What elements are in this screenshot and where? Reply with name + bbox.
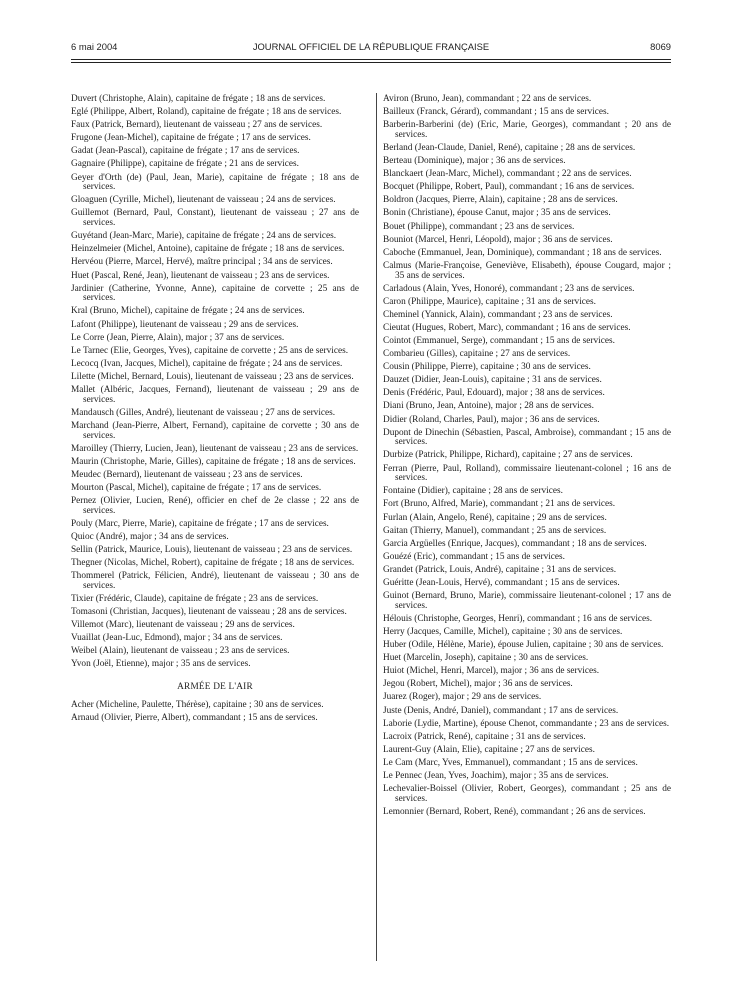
- list-item: Mandausch (Gilles, André), lieutenant de vaisseau ; 27 ans de services.: [71, 407, 336, 418]
- list-item: Juarez (Roger), major ; 29 ans de services.: [383, 692, 542, 703]
- list-item: Calmus (Marie-Françoise, Geneviève, Elisabeth), épouse Cougard, major ; 35 ans de services.: [383, 260, 671, 281]
- list-item: Pouly (Marc, Pierre, Marie), capitaine de frégate ; 17 ans de services.: [71, 518, 329, 529]
- left-column: [71, 95, 359, 727]
- list-item: Lilette (Michel, Bernard, Louis), lieutenant de vaisseau ; 23 ans de services.: [71, 371, 354, 382]
- header-title: JOURNAL OFFICIEL DE LA RÉPUBLIQUE FRANÇAISE: [252, 41, 490, 52]
- list-item: Cheminel (Yannick, Alain), commandant ; 23 ans de services.: [383, 309, 613, 320]
- list-item: Duvert (Christophe, Alain), capitaine de frégate ; 18 ans de services.: [71, 94, 326, 104]
- list-item: Fort (Bruno, Alfred, Marie), commandant ; 21 ans de services.: [383, 499, 616, 510]
- list-item: Herry (Jacques, Camille, Michel), capitaine ; 30 ans de services.: [383, 626, 623, 637]
- list-item: Hélouis (Christophe, Georges, Henri), commandant ; 16 ans de services.: [383, 613, 653, 624]
- list-item: Gagnaire (Philippe), capitaine de frégate ; 21 ans de services.: [71, 159, 299, 170]
- list-item: Tomasoni (Christian, Jacques), lieutenant de vaisseau ; 28 ans de services.: [71, 607, 347, 618]
- list-item: Mallet (Albéric, Jacques, Fernand), lieutenant de vaisseau ; 29 ans de services.: [71, 384, 359, 405]
- list-item: Marchand (Jean-Pierre, Albert, Fernand), capitaine de corvette ; 30 ans de services.: [71, 420, 359, 441]
- list-item: Mourton (Pascal, Michel), capitaine de frégate ; 17 ans de services.: [71, 482, 322, 493]
- list-item: Cousin (Philippe, Pierre), capitaine ; 30 ans de services.: [383, 362, 591, 373]
- header-rule: [71, 59, 671, 60]
- list-item: Didier (Roland, Charles, Paul), major ; 36 ans de services.: [383, 414, 600, 425]
- list-item: Lacroix (Patrick, René), capitaine ; 31 ans de services.: [383, 731, 586, 742]
- list-item: Lecocq (Ivan, Jacques, Michel), capitaine de frégate ; 24 ans de services.: [71, 358, 343, 369]
- list-item: Jegou (Robert, Michel), major ; 36 ans de services.: [383, 679, 573, 690]
- list-item: Caron (Philippe, Maurice), capitaine ; 31 ans de services.: [383, 296, 596, 307]
- list-item: Villemot (Marc), lieutenant de vaisseau ; 29 ans de services.: [71, 620, 295, 631]
- list-item: Gaitan (Thierry, Manuel), commandant ; 25 ans de services.: [383, 525, 607, 536]
- list-item: Le Pennec (Jean, Yves, Joachim), major ; 35 ans de services.: [383, 771, 609, 782]
- list-item: Juste (Denis, André, Daniel), commandant ; 17 ans de services.: [383, 705, 619, 716]
- list-item: Tixier (Frédéric, Claude), capitaine de frégate ; 23 ans de services.: [71, 594, 319, 605]
- air-force-list-continued: [383, 95, 671, 818]
- list-item: Guinot (Bernard, Bruno, Marie), commissaire lieutenant-colonel ; 17 ans de services.: [383, 591, 671, 611]
- list-item: Combarieu (Gilles), capitaine ; 27 ans de services.: [383, 349, 571, 360]
- header-date: 6 mai 2004: [71, 41, 118, 52]
- list-item: Meudec (Bernard), lieutenant de vaisseau ; 23 ans de services.: [71, 469, 303, 480]
- list-item: Maurin (Christophe, Marie, Gilles), capitaine de frégate ; 18 ans de services.: [71, 456, 356, 467]
- list-item: Bailleux (Franck, Gérard), commandant ; 15 ans de services.: [383, 107, 609, 118]
- list-item: Berteau (Dominique), major ; 36 ans de services.: [383, 156, 566, 167]
- list-item: Blanckaert (Jean-Marc, Michel), commandant ; 22 ans de services.: [383, 169, 632, 180]
- list-item: Thegner (Nicolas, Michel, Robert), capitaine de frégate ; 18 ans de services.: [71, 558, 355, 569]
- list-item: Huber (Odile, Hélène, Marie), épouse Julien, capitaine ; 30 ans de services.: [383, 640, 664, 651]
- list-item: Fontaine (Didier), capitaine ; 28 ans de services.: [383, 486, 563, 497]
- list-item: Huiot (Michel, Henri, Marcel), major ; 36 ans de services.: [383, 666, 600, 677]
- list-item: Guéritte (Jean-Louis, Hervé), commandant ; 15 ans de services.: [383, 578, 620, 588]
- list-item: Jardinier (Catherine, Yvonne, Anne), capitaine de corvette ; 25 ans de services.: [71, 283, 359, 304]
- list-item: Sellin (Patrick, Maurice, Louis), lieutenant de vaisseau ; 23 ans de services.: [71, 545, 353, 556]
- page-number: 8069: [650, 41, 671, 52]
- air-force-list: [71, 701, 359, 724]
- list-item: Yvon (Joël, Etienne), major ; 35 ans de services.: [71, 659, 251, 670]
- list-item: Acher (Micheline, Paulette, Thérèse), capitaine ; 30 ans de services.: [71, 699, 324, 710]
- list-item: Lemonnier (Bernard, Robert, René), commandant ; 26 ans de services.: [383, 806, 646, 817]
- section-title: ARMÉE DE L'AIR: [177, 682, 253, 693]
- list-item: Le Corre (Jean, Pierre, Alain), major ; 37 ans de services.: [71, 332, 285, 343]
- list-item: Aviron (Bruno, Jean), commandant ; 22 ans de services.: [383, 94, 592, 104]
- list-item: Bonin (Christiane), épouse Canut, major ; 35 ans de services.: [383, 208, 611, 219]
- list-item: Bouet (Philippe), commandant ; 23 ans de services.: [383, 221, 575, 232]
- list-item: Quioc (André), major ; 34 ans de services.: [71, 531, 229, 542]
- right-column: [383, 95, 671, 821]
- list-item: Heinzelmeier (Michel, Antoine), capitaine de frégate ; 18 ans de services.: [71, 244, 345, 255]
- list-item: Laurent-Guy (Alain, Elie), capitaine ; 27 ans de services.: [383, 744, 595, 755]
- list-item: Maroilley (Thierry, Lucien, Jean), lieutenant de vaisseau ; 23 ans de services.: [71, 443, 359, 454]
- list-item: Kral (Bruno, Michel), capitaine de frégate ; 24 ans de services.: [71, 306, 305, 317]
- list-item: Ferran (Pierre, Paul, Rolland), commissaire lieutenant-colonel ; 16 ans de services.: [383, 463, 671, 484]
- list-item: Geyer d'Orth (de) (Paul, Jean, Marie), capitaine de frégate ; 18 ans de services.: [71, 172, 359, 193]
- list-item: Cointot (Emmanuel, Serge), commandant ; 15 ans de services.: [383, 336, 615, 346]
- list-item: Faux (Patrick, Bernard), lieutenant de vaisseau ; 27 ans de services.: [71, 120, 323, 131]
- list-item: Laborie (Lydie, Martine), épouse Chenot, commandante ; 23 ans de services.: [383, 718, 670, 729]
- list-item: Eglé (Philippe, Albert, Roland), capitaine de frégate ; 18 ans de services.: [71, 107, 342, 118]
- list-item: Le Tarnec (Elie, Georges, Yves), capitaine de corvette ; 25 ans de services.: [71, 345, 349, 356]
- list-item: Vuaillat (Jean-Luc, Edmond), major ; 34 ans de services.: [71, 633, 283, 644]
- column-divider: [376, 93, 377, 961]
- list-item: Dupont de Dinechin (Sébastien, Pascal, Ambroise), commandant ; 15 ans de services.: [383, 427, 671, 448]
- list-item: Diani (Bruno, Jean, Antoine), major ; 28 ans de services.: [383, 401, 594, 412]
- navy-list: [71, 95, 359, 670]
- list-item: Lafont (Philippe), lieutenant de vaisseau ; 29 ans de services.: [71, 319, 299, 330]
- list-item: Lechevalier-Boissel (Olivier, Robert, Georges), commandant ; 25 ans de services.: [383, 784, 671, 804]
- list-item: Thommerel (Patrick, Félicien, André), lieutenant de vaisseau ; 30 ans de services.: [71, 571, 359, 591]
- list-item: Le Cam (Marc, Yves, Emmanuel), commandant ; 15 ans de services.: [383, 757, 638, 768]
- list-item: Furlan (Alain, Angelo, René), capitaine ; 29 ans de services.: [383, 512, 607, 523]
- page-header: [71, 41, 671, 57]
- list-item: Gouézé (Eric), commandant ; 15 ans de services.: [383, 551, 565, 562]
- list-item: Bocquet (Philippe, Robert, Paul), commandant ; 16 ans de services.: [383, 182, 635, 193]
- list-item: Guyétand (Jean-Marc, Marie), capitaine de frégate ; 24 ans de services.: [71, 231, 337, 242]
- list-item: Boldron (Jacques, Pierre, Alain), capitaine ; 28 ans de services.: [383, 195, 618, 206]
- list-item: Bouniot (Marcel, Henri, Léopold), major ; 36 ans de services.: [383, 234, 613, 245]
- list-item: Cieutat (Hugues, Robert, Marc), commandant ; 16 ans de services.: [383, 322, 631, 333]
- header-rule-double: [71, 62, 671, 63]
- list-item: Weibel (Alain), lieutenant de vaisseau ; 23 ans de services.: [71, 646, 290, 657]
- list-item: Arnaud (Olivier, Pierre, Albert), commandant ; 15 ans de services.: [71, 712, 318, 723]
- list-item: Gloaguen (Cyrille, Michel), lieutenant de vaisseau ; 24 ans de services.: [71, 195, 336, 206]
- list-item: Gadat (Jean-Pascal), capitaine de frégate ; 17 ans de services.: [71, 146, 300, 157]
- list-item: Durbize (Patrick, Philippe, Richard), capitaine ; 27 ans de services.: [383, 450, 633, 461]
- list-item: Hervéou (Pierre, Marcel, Hervé), maître principal ; 34 ans de services.: [71, 257, 333, 268]
- list-item: Barberin-Barberini (de) (Eric, Marie, Georges), commandant ; 20 ans de services.: [383, 120, 671, 140]
- list-item: Frugone (Jean-Michel), capitaine de frégate ; 17 ans de services.: [71, 133, 311, 144]
- list-item: Guillemot (Bernard, Paul, Constant), lieutenant de vaisseau ; 27 ans de services.: [71, 208, 359, 229]
- list-item: Huet (Marcelin, Joseph), capitaine ; 30 ans de services.: [383, 653, 589, 664]
- list-item: Grandet (Patrick, Louis, André), capitaine ; 31 ans de services.: [383, 564, 617, 575]
- list-item: Denis (Frédéric, Paul, Edouard), major ; 38 ans de services.: [383, 388, 605, 399]
- list-item: Pernez (Olivier, Lucien, René), officier en chef de 2e classe ; 22 ans de services.: [71, 496, 359, 516]
- list-item: Huet (Pascal, René, Jean), lieutenant de vaisseau ; 23 ans de services.: [71, 270, 330, 281]
- list-item: Caboche (Emmanuel, Jean, Dominique), commandant ; 18 ans de services.: [383, 247, 662, 258]
- list-item: Berland (Jean-Claude, Daniel, René), capitaine ; 28 ans de services.: [383, 142, 636, 153]
- list-item: Garcia Argüelles (Enrique, Jacques), commandant ; 18 ans de services.: [383, 538, 647, 549]
- list-item: Carladous (Alain, Yves, Honoré), commandant ; 23 ans de services.: [383, 283, 635, 294]
- list-item: Dauzet (Didier, Jean-Louis), capitaine ; 31 ans de services.: [383, 375, 602, 386]
